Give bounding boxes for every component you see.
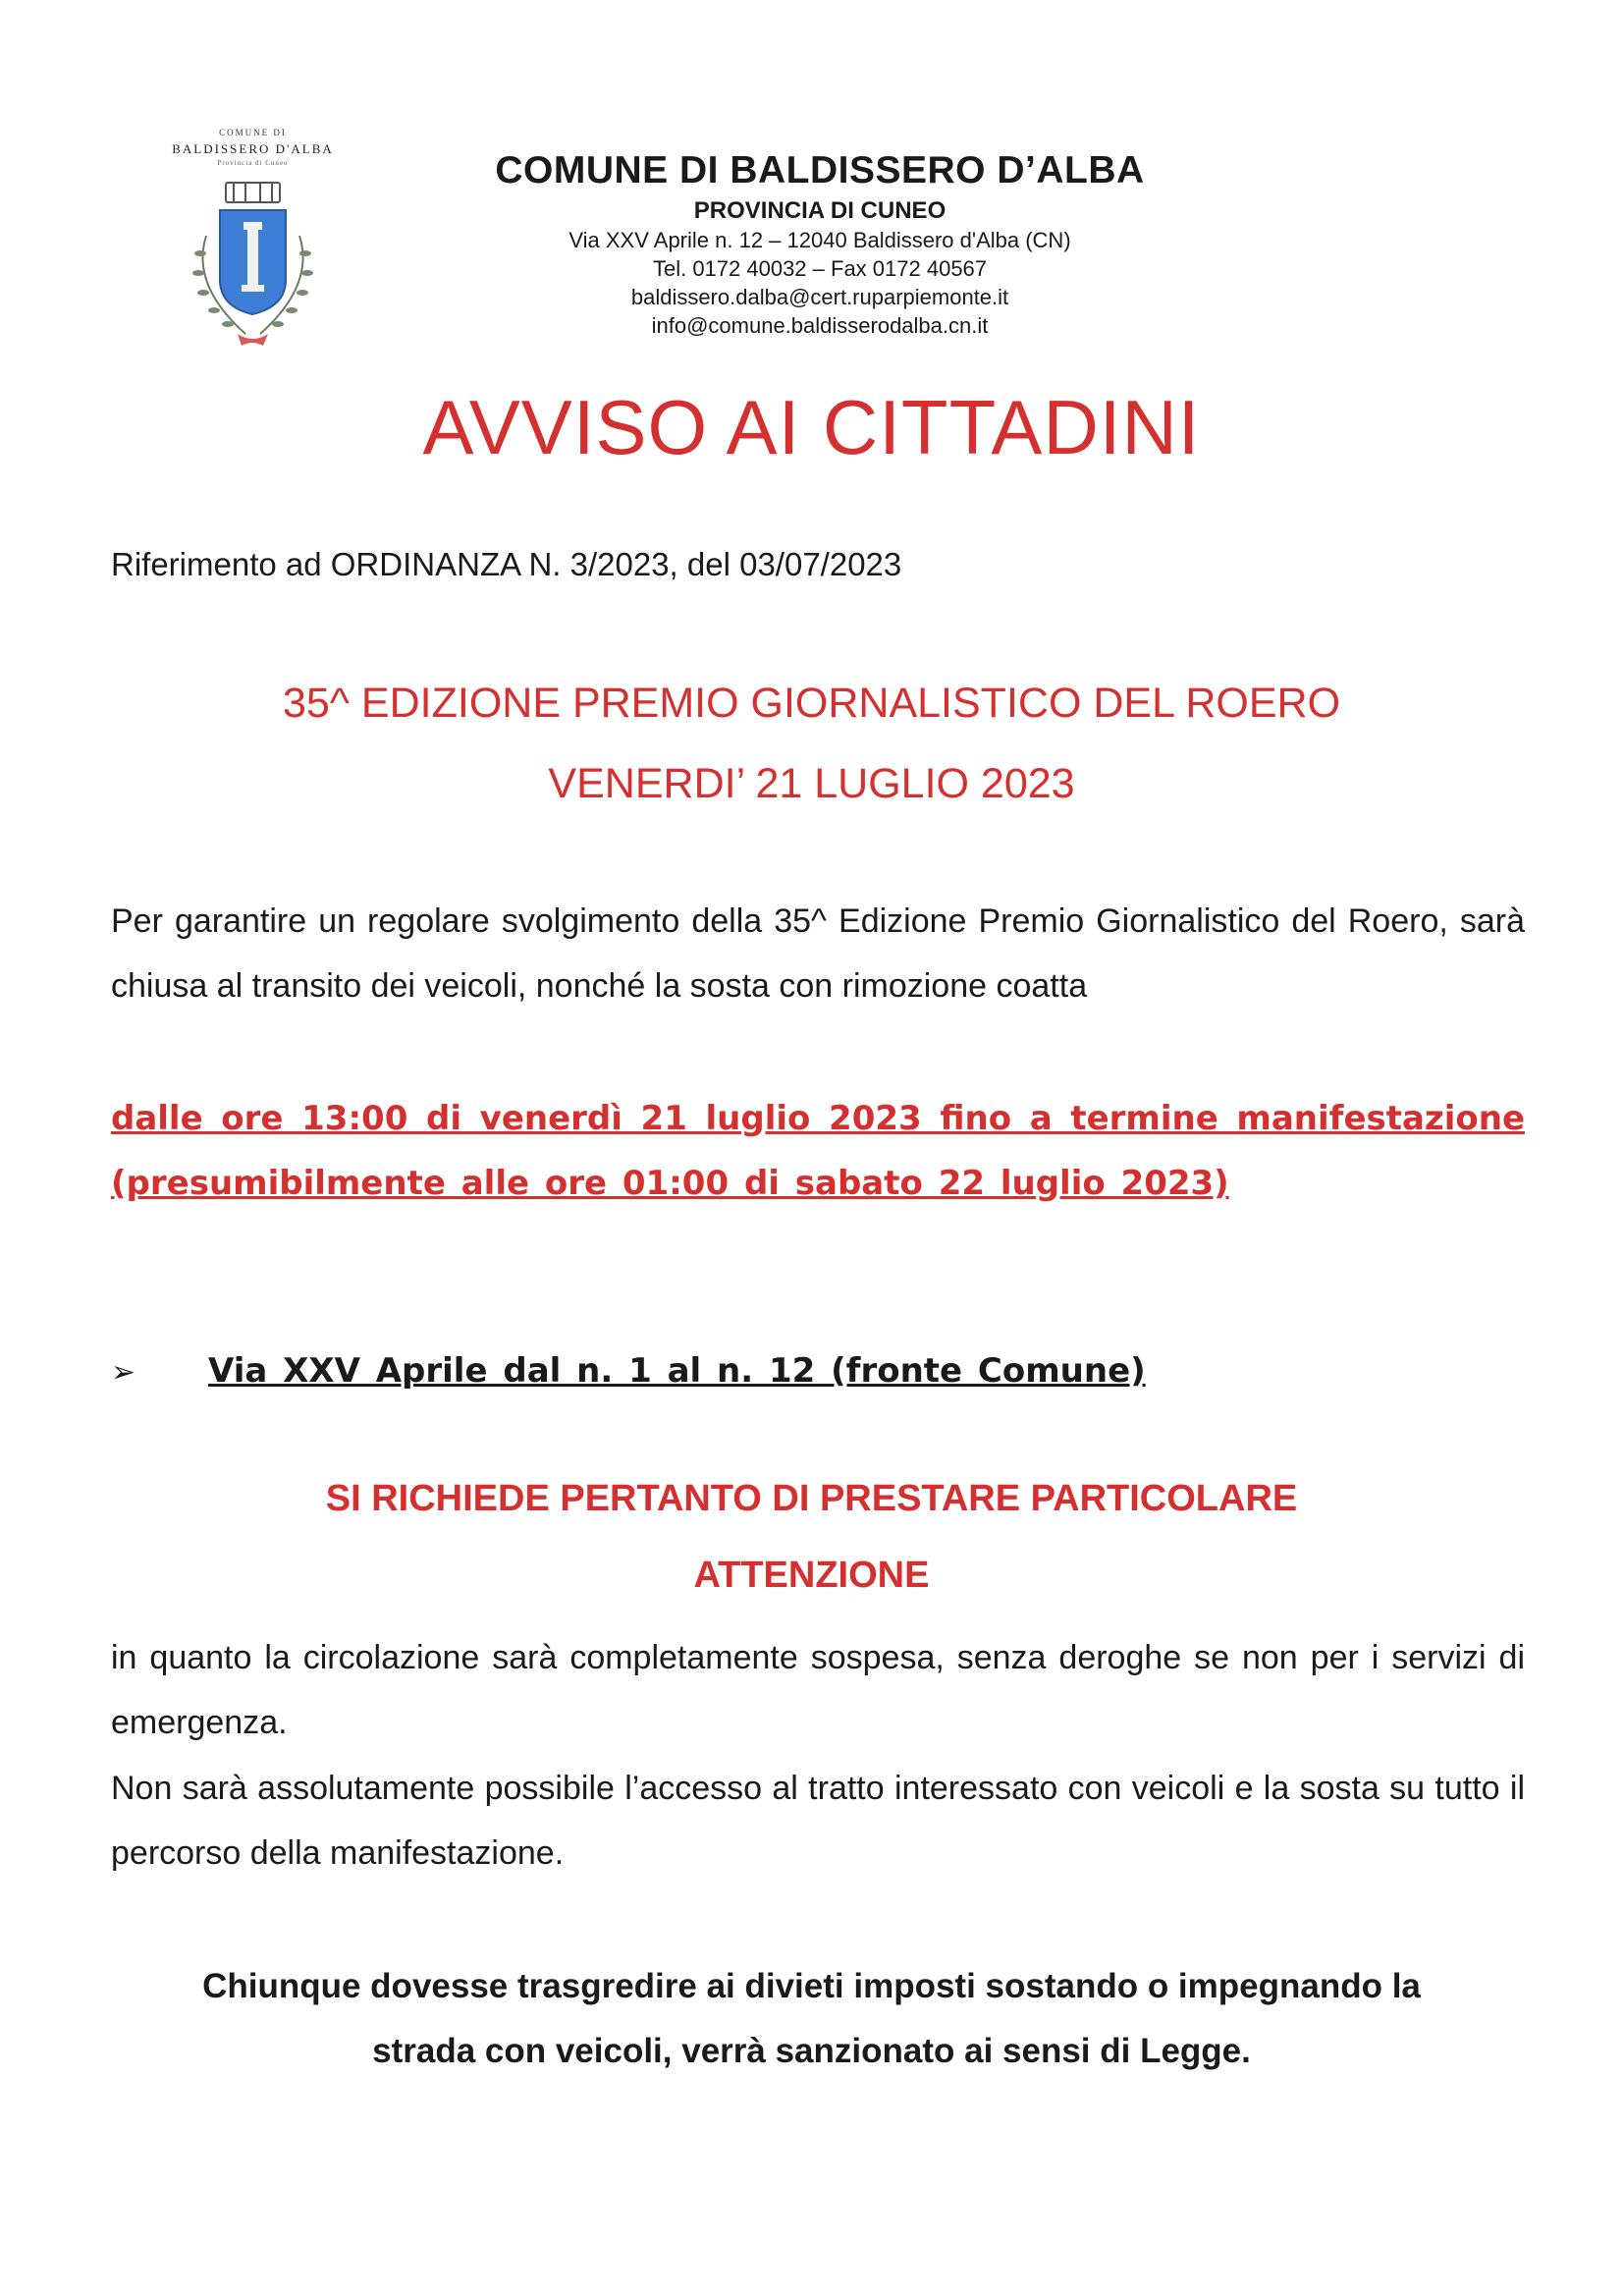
closure-timing: dalle ore 13:00 di venerdì 21 luglio 2023 fino a termine manifestazione (presumibilmente alle ore 01:00 di sabato 22 luglio 2023): [111, 1099, 1525, 1203]
phone-fax-line: Tel. 0172 40032 – Fax 0172 40567: [652, 256, 988, 281]
closed-street: Via XXV Aprile dal n. 1 al n. 12 (fronte Comune): [208, 1351, 1146, 1391]
sanction-line-2: strada con veicoli, verrà sanzionato ai sensi di Legge.: [372, 2032, 1251, 2070]
info-email: info@comune.baldisserodalba.cn.it: [651, 313, 989, 338]
crest-caption-top: COMUNE DI: [219, 128, 287, 137]
coat-of-arms-icon: [177, 177, 329, 358]
sanction-line-1: Chiunque dovesse trasgredire ai divieti imposti sostando o impegnando la: [202, 1967, 1421, 2005]
intro-paragraph: Per garantire un regolare svolgimento della 35^ Edizione Premio Giornalistico del Roero, sarà chiusa al transito dei veicoli, nonché la sosta con rimozione coatta: [111, 902, 1525, 1005]
crest-caption-province: Provincia di Cuneo: [217, 159, 289, 167]
access-paragraph: Non sarà assolutamente possibile l’accesso al tratto interessato con veicoli e la sosta su tutto il percorso della manifestazione.: [111, 1770, 1525, 1872]
arrow-bullet-icon: ➢: [111, 1356, 136, 1389]
notice-title: AVVISO AI CITTADINI: [422, 384, 1201, 470]
municipal-crest: [147, 126, 358, 361]
municipality-header: [412, 147, 1227, 340]
municipality-name: COMUNE DI BALDISSERO D’ALBA: [495, 149, 1145, 191]
pec-email: baldissero.dalba@cert.ruparpiemonte.it: [630, 285, 1009, 309]
circulation-paragraph: in quanto la circolazione sarà completamente sospesa, senza deroghe se non per i servizi di emergenza.: [111, 1639, 1525, 1741]
event-date: VENERDI’ 21 LUGLIO 2023: [548, 760, 1075, 807]
sanction-notice: [0, 1954, 1623, 2084]
address-line: Via XXV Aprile n. 12 – 12040 Baldissero d'Alba (CN): [568, 228, 1071, 252]
event-title: 35^ EDIZIONE PREMIO GIORNALISTICO DEL ROERO: [282, 680, 1341, 727]
crest-caption-name: BALDISSERO D'ALBA: [172, 141, 334, 156]
province-name: PROVINCIA DI CUNEO: [693, 197, 947, 224]
warning-heading-2: ATTENZIONE: [693, 1555, 930, 1596]
warning-heading: SI RICHIEDE PERTANTO DI PRESTARE PARTICOLARE: [325, 1478, 1298, 1519]
ordinance-reference: Riferimento ad ORDINANZA N. 3/2023, del 03/07/2023: [111, 546, 902, 582]
